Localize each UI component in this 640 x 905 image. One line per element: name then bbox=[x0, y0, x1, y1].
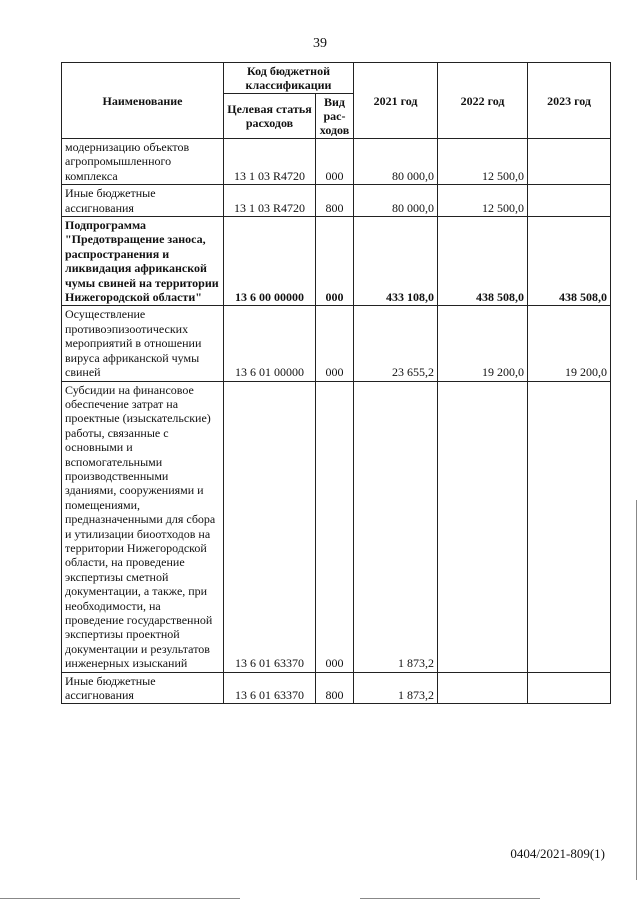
header-target: Целевая статья расходов bbox=[224, 94, 316, 139]
row-value-2022 bbox=[438, 381, 528, 672]
row-value-2021: 23 655,2 bbox=[354, 306, 438, 381]
row-value-2023: 19 200,0 bbox=[528, 306, 611, 381]
row-target-code: 13 1 03 R4720 bbox=[224, 185, 316, 217]
table-row bbox=[62, 381, 611, 672]
row-name: модернизацию объектов агропромышленного комплекса bbox=[62, 139, 224, 185]
scan-edge-mark bbox=[360, 898, 540, 899]
header-2022: 2022 год bbox=[438, 63, 528, 139]
row-name: Субсидии на финансовое обеспечение затрат на проектные (изыскательские) работы, связанные с основными и вспомогательными производственными зданиями, сооружениями и помещениями, предназначенными для сбора и утилизации биоотходов на территории Нижегородской области, на проведение экспертизы сметной документации, а также, при необходимости, на проведение государственной экспертизы проектной документации и результатов инженерных изысканий bbox=[62, 381, 224, 672]
row-value-2023 bbox=[528, 381, 611, 672]
row-value-2022: 12 500,0 bbox=[438, 185, 528, 217]
table-row-subprogram bbox=[62, 217, 611, 306]
row-target-code: 13 6 01 63370 bbox=[224, 381, 316, 672]
row-value-2021: 80 000,0 bbox=[354, 139, 438, 185]
row-value-2023: 438 508,0 bbox=[528, 217, 611, 306]
header-2021: 2021 год bbox=[354, 63, 438, 139]
row-name: Иные бюджетные ассигнования bbox=[62, 185, 224, 217]
row-name: Подпрограмма "Предотвращение заноса, распространения и ликвидация африканской чумы свиней на территории Нижегородской области" bbox=[62, 217, 224, 306]
row-kind-code: 000 bbox=[316, 381, 354, 672]
page-number: 39 bbox=[313, 36, 327, 51]
row-value-2021: 1 873,2 bbox=[354, 381, 438, 672]
header-code-group: Код бюджетной классификации bbox=[224, 63, 354, 94]
row-value-2023 bbox=[528, 139, 611, 185]
row-target-code: 13 6 00 00000 bbox=[224, 217, 316, 306]
row-target-code: 13 6 01 63370 bbox=[224, 672, 316, 704]
row-value-2022: 19 200,0 bbox=[438, 306, 528, 381]
row-value-2022 bbox=[438, 672, 528, 704]
row-value-2022: 438 508,0 bbox=[438, 217, 528, 306]
row-kind-code: 000 bbox=[316, 139, 354, 185]
row-kind-code: 800 bbox=[316, 185, 354, 217]
row-value-2023 bbox=[528, 185, 611, 217]
row-value-2023 bbox=[528, 672, 611, 704]
scan-edge-mark bbox=[0, 898, 240, 899]
table-row bbox=[62, 672, 611, 704]
row-target-code: 13 6 01 00000 bbox=[224, 306, 316, 381]
row-value-2022: 12 500,0 bbox=[438, 139, 528, 185]
budget-table bbox=[61, 62, 611, 704]
row-name: Иные бюджетные ассигнования bbox=[62, 672, 224, 704]
row-value-2021: 1 873,2 bbox=[354, 672, 438, 704]
row-kind-code: 800 bbox=[316, 672, 354, 704]
header-2023: 2023 год bbox=[528, 63, 611, 139]
table-row bbox=[62, 306, 611, 381]
row-name: Осуществление противоэпизоотических мероприятий в отношении вируса африканской чумы свиней bbox=[62, 306, 224, 381]
header-row-1 bbox=[62, 63, 611, 94]
table-row bbox=[62, 139, 611, 185]
row-kind-code: 000 bbox=[316, 217, 354, 306]
header-kind: Вид рас-ходов bbox=[316, 94, 354, 139]
row-value-2021: 433 108,0 bbox=[354, 217, 438, 306]
row-kind-code: 000 bbox=[316, 306, 354, 381]
document-id: 0404/2021-809(1) bbox=[510, 846, 605, 861]
table-row bbox=[62, 185, 611, 217]
row-target-code: 13 1 03 R4720 bbox=[224, 139, 316, 185]
row-value-2021: 80 000,0 bbox=[354, 185, 438, 217]
scan-edge-mark bbox=[636, 500, 637, 880]
header-name: Наименование bbox=[62, 63, 224, 139]
